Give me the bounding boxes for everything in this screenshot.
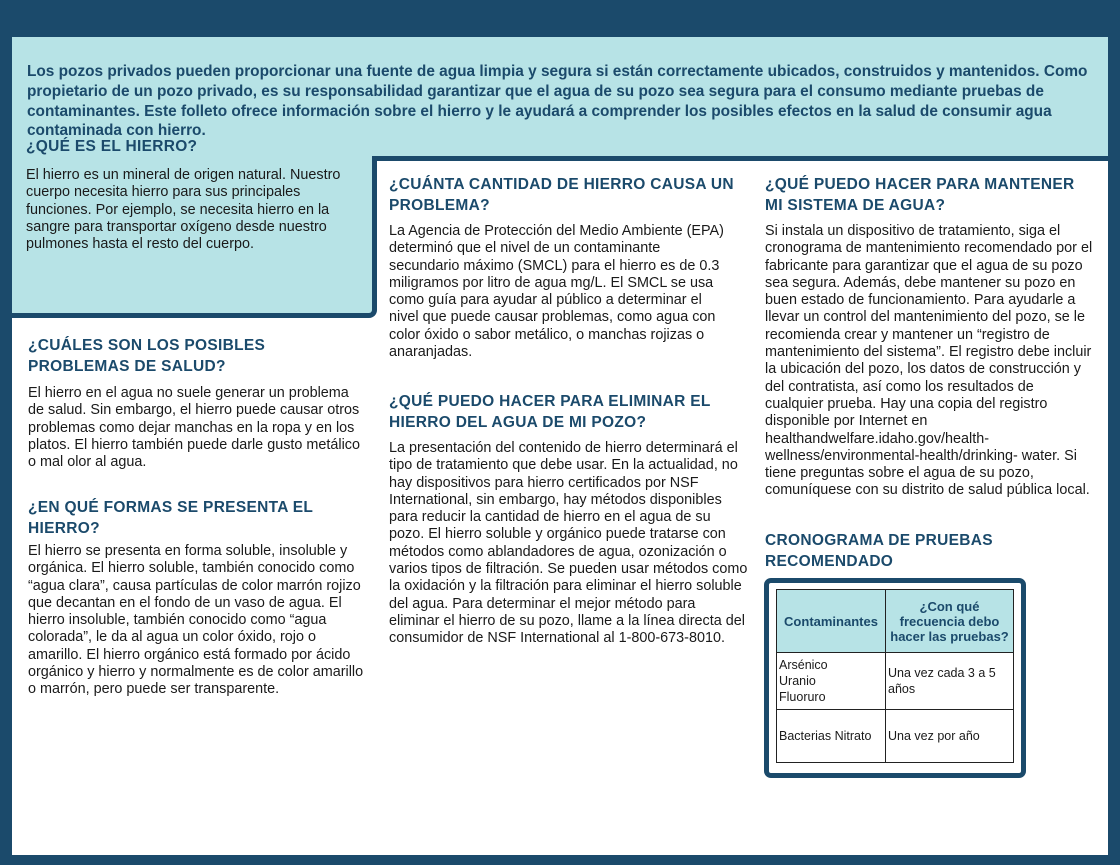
section-title: ¿CUÁLES SON LOS POSIBLES PROBLEMAS DE SALUD? xyxy=(28,337,266,375)
content-top-border xyxy=(372,156,1108,161)
section-body: La presentación del contenido de hierro determinará el tipo de tratamiento que debe usar. En la actualidad, no hay dispositivos para hierro certificados por NSF International, sin embargo, hay métodos disponibles para reducir la cantidad de hierro en el agua de su pozo. El hierro soluble y orgánico puede tratarse con métodos como ablandadores de agua, ozonización o varios tipos de filtración. Se pueden usar métodos como la oxidación y la filtración para eliminar el hierro soluble del agua. Para determinar el mejor método para eliminar el hierro de su pozo, llame a la línea directa del consumidor de NSF International al 1-800-673-8010. xyxy=(389,440,748,647)
cell-contaminants xyxy=(777,653,886,710)
section-title: ¿CUÁNTA CANTIDAD DE HIERRO CAUSA UN PROBLEMA? xyxy=(389,176,734,214)
section-body: El hierro es un mineral de origen natural. Nuestro cuerpo necesita hierro para sus principales funciones. Por ejemplo, se necesita hierro en la sangre para transportar oxígeno desde nuestro pulmones hasta el resto del cuerpo. xyxy=(26,167,341,253)
section-title: CRONOGRAMA DE PRUEBAS RECOMENDADO xyxy=(765,532,993,570)
section-problemas-salud xyxy=(28,336,360,471)
section-mantener xyxy=(765,175,1093,500)
section-body: El hierro se presenta en forma soluble, insoluble y orgánica. El hierro soluble, también conocido como “agua clara”, causa partículas de color marrón rojizo que decantan en el fondo de un vaso de agua. El hierro insoluble, también conocido como “agua colorada”, le da al agua un color óxido, rojo o amarillo. El hierro orgánico está formado por ácido orgánico y hierro y normalmente es de color amarillo o marrón, pero puede ser transparente. xyxy=(28,543,364,698)
section-body: La Agencia de Protección del Medio Ambiente (EPA) determinó que el nivel de un contaminante secundario máximo (SMCL) para el hierro es de 0.3 miligramos por litro de agua mg/L. El SMCL se usa como guía para ayudar al público a determinar el nivel que puede causar problemas, como agua con color óxido o sabor metálico, o manchas rojizas o anaranjadas. xyxy=(389,223,724,361)
table-row xyxy=(777,710,1014,763)
testing-schedule-table xyxy=(776,589,1014,763)
testing-schedule-box xyxy=(764,578,1026,778)
cell-frequency: Una vez cada 3 a 5 años xyxy=(886,653,1014,710)
section-que-es xyxy=(26,137,356,158)
section-eliminar xyxy=(389,392,749,648)
table-header-row xyxy=(777,590,1014,653)
section-cronograma xyxy=(765,531,1045,572)
section-que-es-body-wrap xyxy=(26,167,351,253)
intro-paragraph: Los pozos privados pueden proporcionar una fuente de agua limpia y segura si están correctamente ubicados, construidos y mantenidos. Como propietario de un pozo privado, es su responsabilidad garantizar que el agua de su pozo sea segura para el consumo mediante pruebas de contaminantes. Este folleto ofrece información sobre el hierro y le ayudará a comprender los posibles efectos en la salud de consumir agua contaminada con hierro. xyxy=(27,63,1088,140)
table-row xyxy=(777,653,1014,710)
brochure-page xyxy=(12,37,1108,855)
section-title: ¿QUÉ ES EL HIERRO? xyxy=(26,138,198,155)
header-frecuencia: ¿Con qué frecuencia debo hacer las pruebas? xyxy=(886,590,1014,653)
section-cantidad xyxy=(389,175,749,361)
section-title: ¿QUÉ PUEDO HACER PARA MANTENER MI SISTEMA DE AGUA? xyxy=(765,176,1075,214)
contaminant-item: Arsénico xyxy=(779,658,828,672)
contaminant-item: Fluoruro xyxy=(779,690,826,704)
section-title: ¿EN QUÉ FORMAS SE PRESENTA EL HIERRO? xyxy=(28,499,313,537)
header-contaminantes: Contaminantes xyxy=(777,590,886,653)
section-title: ¿QUÉ PUEDO HACER PARA ELIMINAR EL HIERRO DEL AGUA DE MI POZO? xyxy=(389,393,711,431)
section-body: El hierro en el agua no suele generar un problema de salud. Sin embargo, el hierro puede causar otros problemas como dejar manchas en la ropa y en los platos. El hierro también puede darle gusto metálico o mal olor al agua. xyxy=(28,385,360,471)
cell-frequency: Una vez por año xyxy=(886,710,1014,763)
contaminant-item: Uranio xyxy=(779,674,816,688)
section-formas xyxy=(28,498,368,699)
section-body: Si instala un dispositivo de tratamiento, siga el cronograma de mantenimiento recomendado por el fabricante para garantizar que el agua de su pozo sea segura. Además, debe mantener su pozo en buen estado de funcionamiento. Para ayudarle a llevar un control del mantenimiento del pozo, se le recomienda crear y mantener un “registro de mantenimiento del sistema”. El registro debe incluir la ubicación del pozo, los datos de construcción y del contratista, así como los resultados de cualquier prueba. Hay una copia del registro disponible por Internet en healthandwelfare.idaho.gov/health-wellness/environmental-health/drinking- water. Si tiene preguntas sobre el agua de su pozo, comuníquese con su distrito de salud pública local. xyxy=(765,223,1093,499)
cell-contaminants: Bacterias Nitrato xyxy=(777,710,886,763)
